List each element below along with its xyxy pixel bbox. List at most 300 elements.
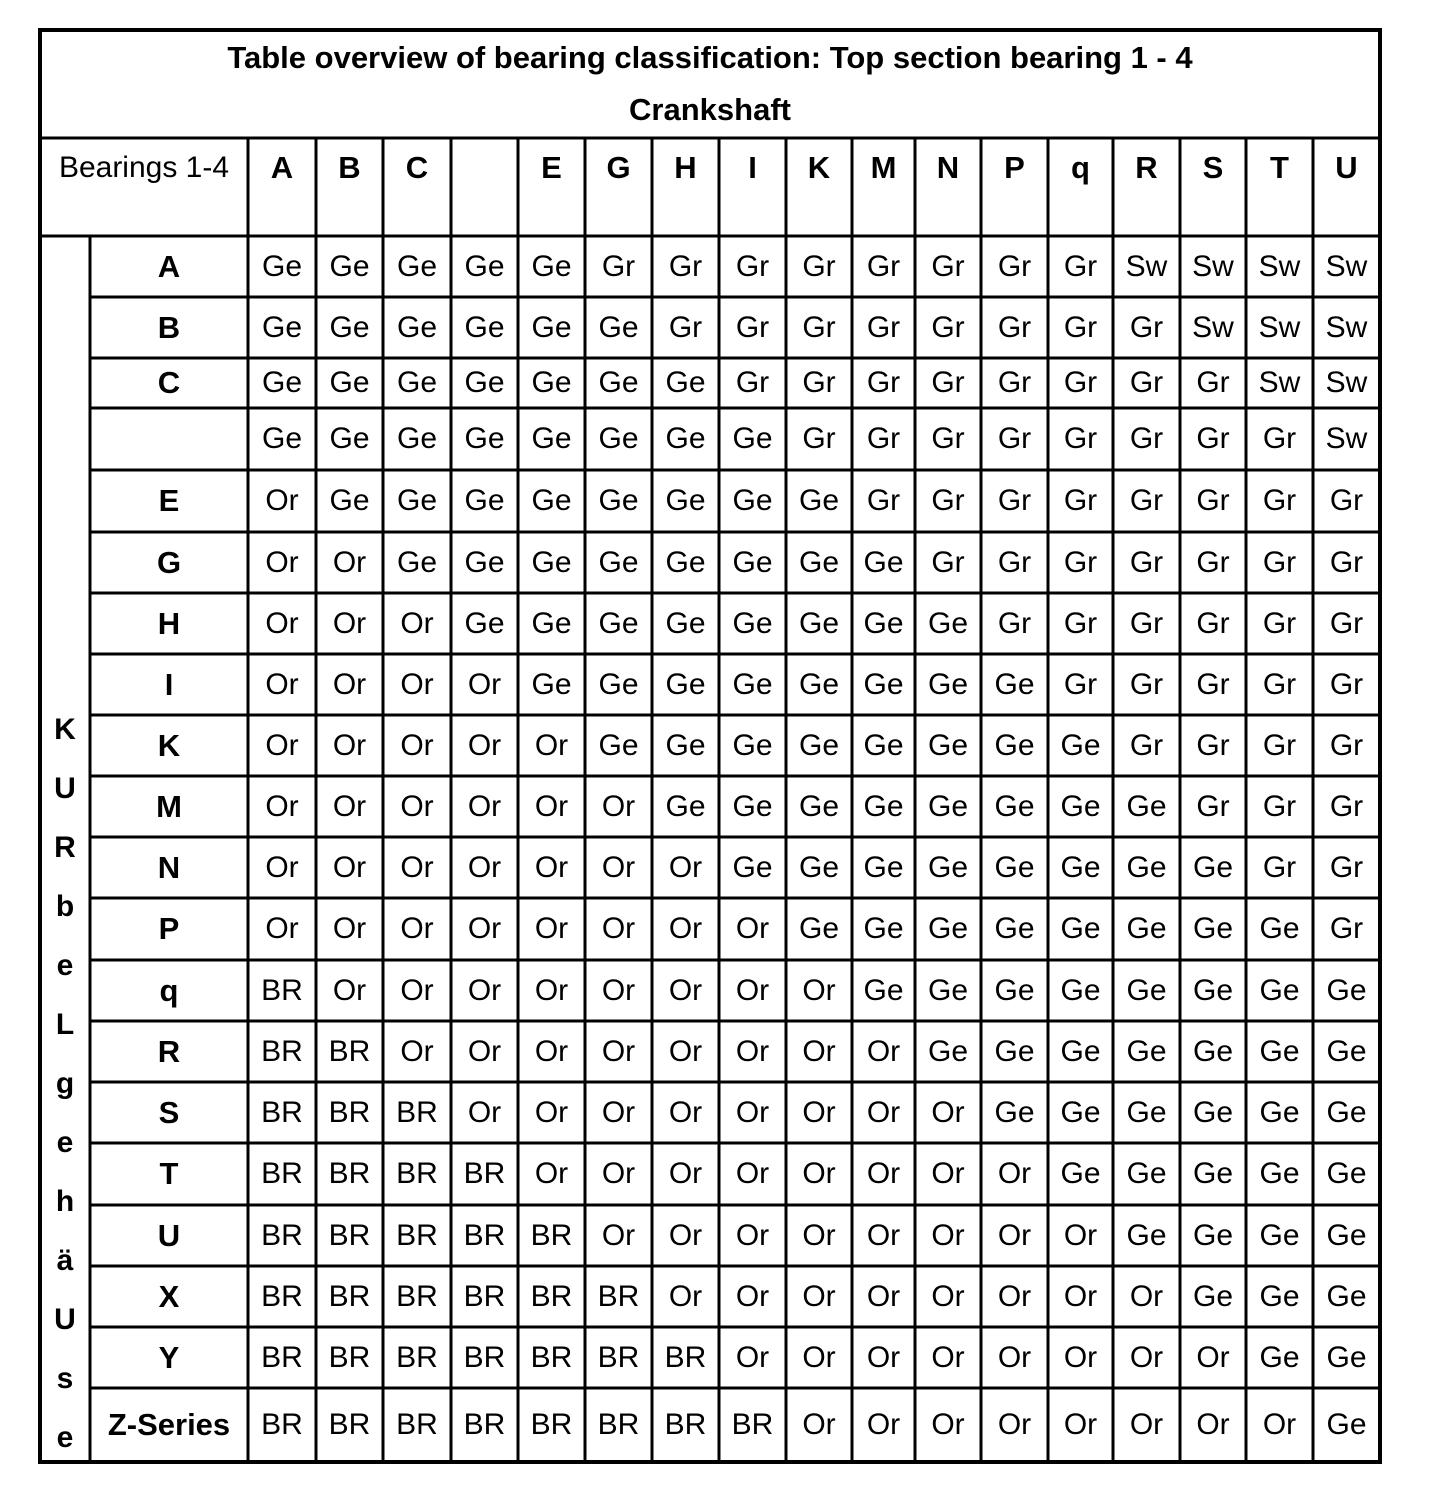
table-cell: Gr bbox=[866, 310, 901, 344]
table-cell: Ge bbox=[464, 310, 505, 344]
table-cell: Ge bbox=[927, 973, 969, 1007]
table-cell: Or bbox=[534, 1034, 569, 1068]
vertical-label-letter: U bbox=[54, 772, 76, 805]
table-cell: Ge bbox=[1326, 1034, 1367, 1068]
table-cell: Gr bbox=[997, 310, 1032, 344]
table-cell: Gr bbox=[1129, 728, 1164, 762]
table-cell: BR bbox=[328, 1340, 371, 1374]
table-cell: Or bbox=[400, 850, 434, 884]
table-cell: Or bbox=[601, 973, 636, 1007]
table-cell: Ge bbox=[1060, 1157, 1101, 1190]
table-cell: Ge bbox=[927, 1034, 969, 1068]
table-cell: Or bbox=[534, 1095, 569, 1129]
table-cell: Sw bbox=[1325, 366, 1368, 399]
table-cell: Gr bbox=[1063, 545, 1098, 579]
table-cell: Gr bbox=[1262, 606, 1297, 640]
table-cell: Ge bbox=[665, 606, 706, 640]
table-cell: Ge bbox=[531, 606, 572, 640]
table-cell: Ge bbox=[531, 667, 572, 701]
row-header: H bbox=[157, 605, 181, 641]
row-header: M bbox=[156, 788, 182, 824]
table-cell: Ge bbox=[798, 850, 840, 884]
table-cell: Gr bbox=[1329, 667, 1364, 701]
table-cell: Or bbox=[866, 1157, 901, 1190]
vertical-label-letter: R bbox=[54, 831, 76, 864]
table-cell: Ge bbox=[994, 1034, 1035, 1068]
table-cell: Ge bbox=[927, 850, 969, 884]
table-cell: Or bbox=[400, 728, 434, 762]
table-cell: Or bbox=[931, 1408, 965, 1441]
vertical-label-letter: e bbox=[56, 1421, 74, 1454]
table-cell: BR bbox=[261, 1279, 303, 1313]
column-header: E bbox=[541, 150, 562, 185]
table-cell: Gr bbox=[866, 484, 901, 517]
table-cell: Or bbox=[601, 1095, 636, 1129]
table-cell: Or bbox=[735, 1157, 770, 1190]
row-header: U bbox=[157, 1217, 181, 1253]
table-cell: Gr bbox=[1262, 728, 1297, 762]
table-cell: Gr bbox=[1063, 667, 1098, 701]
table-cell: Ge bbox=[329, 422, 370, 455]
table-cell: Gr bbox=[931, 484, 965, 517]
column-header: P bbox=[1004, 150, 1025, 185]
table-cell: Or bbox=[735, 1218, 770, 1252]
column-header: I bbox=[748, 150, 757, 185]
table-cell: Gr bbox=[1196, 422, 1230, 455]
table-cell: Ge bbox=[863, 850, 904, 884]
table-cell: Ge bbox=[1126, 973, 1167, 1007]
table-cell: Ge bbox=[1060, 850, 1101, 884]
table-cell: Sw bbox=[1192, 249, 1234, 283]
table-cell: BR bbox=[261, 1095, 303, 1129]
table-cell: Ge bbox=[665, 789, 706, 823]
table-cell: BR bbox=[664, 1408, 707, 1441]
table-cell: BR bbox=[328, 1095, 371, 1129]
table-cell: BR bbox=[328, 1157, 371, 1190]
table-cell: Ge bbox=[863, 667, 904, 701]
table-cell: Ge bbox=[1126, 850, 1167, 884]
table-cell: Or bbox=[668, 1034, 703, 1068]
table-cell: Ge bbox=[1259, 1034, 1300, 1068]
table-cell: Or bbox=[400, 973, 434, 1007]
table-cell: Ge bbox=[1126, 1034, 1167, 1068]
table-cell: Ge bbox=[994, 912, 1035, 945]
table-cell: Or bbox=[400, 606, 434, 640]
column-header: U bbox=[1335, 150, 1358, 185]
table-cell: Gr bbox=[1129, 545, 1164, 579]
row-header: Z-Series bbox=[107, 1407, 231, 1442]
table-cell: Or bbox=[866, 1218, 901, 1252]
table-cell: Ge bbox=[464, 545, 505, 579]
table-cell: Gr bbox=[1063, 310, 1098, 344]
table-cell: Or bbox=[534, 912, 569, 945]
table-cell: Sw bbox=[1325, 422, 1368, 455]
table-cell: Ge bbox=[598, 310, 639, 344]
table-cell: Or bbox=[534, 850, 569, 884]
table-cell: Ge bbox=[665, 728, 706, 762]
table-cell: Ge bbox=[464, 366, 505, 399]
row-header: C bbox=[157, 365, 181, 400]
table-cell: Gr bbox=[997, 366, 1032, 399]
table-cell: Ge bbox=[1192, 1157, 1234, 1190]
table-cell: BR bbox=[597, 1408, 640, 1441]
table-cell: BR bbox=[396, 1279, 438, 1313]
table-cell: Ge bbox=[464, 484, 505, 517]
table-cell: Ge bbox=[261, 366, 303, 399]
table-cell: Or bbox=[1196, 1408, 1230, 1441]
table-cell: Gr bbox=[866, 366, 901, 399]
table-cell: Ge bbox=[1326, 1408, 1367, 1441]
table-cell: BR bbox=[463, 1218, 506, 1252]
table-cell: BR bbox=[261, 1034, 303, 1068]
table-cell: Ge bbox=[1060, 1095, 1101, 1129]
table-cell: Or bbox=[467, 667, 502, 701]
table-cell: Or bbox=[866, 1034, 901, 1068]
table-cell: BR bbox=[597, 1279, 640, 1313]
table-cell: Or bbox=[467, 789, 502, 823]
table-cell: Or bbox=[802, 1408, 836, 1441]
table-cell: Or bbox=[1063, 1218, 1098, 1252]
table-cell: Ge bbox=[863, 912, 904, 945]
table-cell: BR bbox=[261, 973, 303, 1007]
table-cell: Ge bbox=[665, 422, 706, 455]
table-cell: Or bbox=[866, 1340, 901, 1374]
table-cell: BR bbox=[463, 1340, 506, 1374]
table-cell: Ge bbox=[732, 484, 773, 517]
table-cell: Ge bbox=[994, 1095, 1035, 1129]
table-cell: Gr bbox=[866, 422, 901, 455]
table-cell: BR bbox=[396, 1095, 438, 1129]
vertical-label-letter: ä bbox=[56, 1244, 74, 1277]
column-header: q bbox=[1071, 150, 1090, 185]
table-cell: Ge bbox=[396, 366, 438, 399]
table-cell: Ge bbox=[1126, 1157, 1167, 1190]
table-cell: Or bbox=[1129, 1408, 1164, 1441]
table-cell: BR bbox=[463, 1157, 506, 1190]
table-cell: Or bbox=[866, 1408, 901, 1441]
table-cell: Or bbox=[931, 1218, 965, 1252]
table-cell: Or bbox=[1129, 1279, 1164, 1313]
table-cell: Ge bbox=[1060, 973, 1101, 1007]
table-cell: Ge bbox=[665, 484, 706, 517]
table-cell: BR bbox=[328, 1218, 371, 1252]
table-cell: Or bbox=[265, 606, 299, 640]
table-cell: Gr bbox=[931, 366, 965, 399]
table-cell: Gr bbox=[1262, 422, 1297, 455]
table-cell: Ge bbox=[261, 422, 303, 455]
table-cell: Or bbox=[265, 545, 299, 579]
table-cell: Ge bbox=[464, 422, 505, 455]
table-cell: BR bbox=[731, 1408, 774, 1441]
row-header: T bbox=[159, 1156, 179, 1191]
table-cell: Gr bbox=[668, 249, 703, 283]
table-cell: Ge bbox=[598, 606, 639, 640]
table-cell: Gr bbox=[601, 249, 636, 283]
table-cell: Ge bbox=[598, 484, 639, 517]
table-cell: Sw bbox=[1125, 249, 1168, 283]
table-cell: Sw bbox=[1325, 310, 1368, 344]
table-cell: Or bbox=[332, 850, 367, 884]
table-cell: Or bbox=[802, 1157, 836, 1190]
table-cell: Ge bbox=[464, 249, 505, 283]
table-cell: Ge bbox=[732, 545, 773, 579]
column-header: B bbox=[338, 150, 361, 185]
table-cell: Or bbox=[467, 912, 502, 945]
table-cell: Or bbox=[931, 1157, 965, 1190]
column-header: T bbox=[1270, 150, 1289, 185]
table-cell: Or bbox=[735, 912, 770, 945]
table-cell: Ge bbox=[927, 728, 969, 762]
table-cell: Ge bbox=[1326, 973, 1367, 1007]
row-header bbox=[90, 408, 248, 470]
table-cell: Gr bbox=[1129, 310, 1164, 344]
table-cell: Gr bbox=[802, 249, 836, 283]
table-cell: Ge bbox=[798, 545, 840, 579]
table-cell: BR bbox=[261, 1218, 303, 1252]
table-cell: Or bbox=[265, 667, 299, 701]
table-cell: Gr bbox=[997, 606, 1032, 640]
table-cell: Ge bbox=[863, 545, 904, 579]
table-cell: Gr bbox=[1063, 606, 1098, 640]
table-cell: Ge bbox=[927, 667, 969, 701]
table-cell: Gr bbox=[1129, 606, 1164, 640]
table-cell: Ge bbox=[1060, 789, 1101, 823]
table-cell: Ge bbox=[1326, 1218, 1367, 1252]
table-cell: Gr bbox=[997, 484, 1032, 517]
table-cell: Or bbox=[931, 1279, 965, 1313]
table-cell: BR bbox=[396, 1340, 438, 1374]
vertical-label-letter: s bbox=[56, 1362, 74, 1395]
table-cell: Or bbox=[931, 1095, 965, 1129]
table-cell: Ge bbox=[396, 249, 438, 283]
table-cell: BR bbox=[261, 1340, 303, 1374]
vertical-label-letter: b bbox=[55, 890, 75, 923]
table-cell: Ge bbox=[1259, 1340, 1300, 1374]
table-cell: BR bbox=[463, 1279, 506, 1313]
table-cell: Or bbox=[265, 728, 299, 762]
row-header: P bbox=[158, 911, 180, 946]
table-cell: Ge bbox=[798, 789, 840, 823]
vertical-label-letter: K bbox=[54, 713, 76, 746]
table-cell: Ge bbox=[396, 422, 438, 455]
table-cell: Ge bbox=[732, 606, 773, 640]
table-cell: BR bbox=[664, 1340, 707, 1374]
row-header: G bbox=[156, 544, 182, 580]
table-cell: Gr bbox=[997, 545, 1032, 579]
table-cell: Or bbox=[668, 973, 703, 1007]
table-cell: BR bbox=[328, 1034, 371, 1068]
table-cell: Or bbox=[802, 1034, 836, 1068]
vertical-label-letter: h bbox=[55, 1185, 75, 1218]
table-cell: Or bbox=[997, 1218, 1032, 1252]
table-cell: Ge bbox=[798, 728, 840, 762]
table-cell: Ge bbox=[1259, 912, 1300, 945]
table-cell: Gr bbox=[1129, 422, 1164, 455]
column-header: H bbox=[674, 150, 697, 185]
table-cell: Or bbox=[601, 850, 636, 884]
table-cell: Gr bbox=[1063, 249, 1098, 283]
table-cell: Ge bbox=[927, 912, 969, 945]
table-cell: Ge bbox=[1192, 1218, 1234, 1252]
table-cell: Ge bbox=[531, 422, 572, 455]
table-cell: Ge bbox=[1126, 1218, 1167, 1252]
table-cell: Or bbox=[997, 1157, 1032, 1190]
table-cell: BR bbox=[396, 1157, 438, 1190]
table-cell: Or bbox=[802, 973, 836, 1007]
table-cell: Gr bbox=[1196, 667, 1230, 701]
table-cell: Ge bbox=[261, 249, 303, 283]
table-cell: Ge bbox=[1060, 1034, 1101, 1068]
table-cell: Or bbox=[467, 973, 502, 1007]
table-cell: Ge bbox=[1192, 1279, 1234, 1313]
table-cell: Gr bbox=[1063, 422, 1098, 455]
table-cell: Gr bbox=[735, 310, 770, 344]
table-cell: Ge bbox=[863, 606, 904, 640]
table-cell: Gr bbox=[1329, 912, 1364, 945]
column-header: K bbox=[807, 150, 831, 185]
table-cell: Or bbox=[265, 912, 299, 945]
column-header: S bbox=[1202, 150, 1224, 185]
table-cell: Gr bbox=[1196, 484, 1230, 517]
table-cell: Ge bbox=[665, 366, 706, 399]
table-subtitle: Crankshaft bbox=[629, 92, 791, 127]
table-cell: Gr bbox=[931, 545, 965, 579]
table-cell: BR bbox=[396, 1218, 438, 1252]
table-cell: Gr bbox=[1329, 728, 1364, 762]
table-cell: Ge bbox=[732, 667, 773, 701]
table-cell: Ge bbox=[329, 249, 370, 283]
table-cell: Gr bbox=[931, 310, 965, 344]
table-cell: Ge bbox=[598, 366, 639, 399]
corner-header: Bearings 1-4 bbox=[58, 151, 230, 184]
table-cell: Ge bbox=[531, 310, 572, 344]
table-cell: Ge bbox=[732, 728, 773, 762]
table-cell: Gr bbox=[1129, 366, 1164, 399]
table-cell: Ge bbox=[598, 667, 639, 701]
table-cell: Sw bbox=[1258, 366, 1301, 399]
table-cell: BR bbox=[328, 1408, 371, 1441]
table-cell: Or bbox=[735, 1034, 770, 1068]
table-cell: Ge bbox=[531, 545, 572, 579]
table-cell: Ge bbox=[927, 789, 969, 823]
row-header: Y bbox=[158, 1339, 180, 1375]
table-cell: Ge bbox=[531, 249, 572, 283]
table-cell: Or bbox=[997, 1340, 1032, 1374]
row-header: N bbox=[157, 849, 181, 885]
table-cell: Or bbox=[601, 789, 636, 823]
table-cell: Ge bbox=[329, 310, 370, 344]
row-header: E bbox=[158, 483, 180, 518]
table-cell: Or bbox=[467, 1095, 502, 1129]
table-cell: Or bbox=[735, 1095, 770, 1129]
table-cell: Or bbox=[668, 850, 703, 884]
table-cell: Gr bbox=[802, 310, 836, 344]
table-cell: Ge bbox=[1326, 1279, 1367, 1313]
vertical-label-letter: L bbox=[55, 1008, 75, 1041]
table-cell: Or bbox=[735, 1340, 770, 1374]
table-cell: Or bbox=[1262, 1408, 1297, 1441]
table-cell: Ge bbox=[1192, 1034, 1234, 1068]
table-cell: BR bbox=[530, 1279, 573, 1313]
table-cell: Gr bbox=[997, 422, 1032, 455]
column-header: M bbox=[870, 150, 897, 185]
table-cell: Or bbox=[534, 728, 569, 762]
table-cell: Ge bbox=[665, 545, 706, 579]
table-cell: Ge bbox=[1192, 850, 1234, 884]
row-header: R bbox=[157, 1033, 181, 1069]
table-cell: Or bbox=[1129, 1340, 1164, 1374]
table-cell: Or bbox=[668, 1157, 703, 1190]
table-cell: Gr bbox=[1196, 545, 1230, 579]
table-cell: Or bbox=[1063, 1408, 1098, 1441]
table-cell: Ge bbox=[1326, 1157, 1367, 1190]
table-cell: Gr bbox=[1329, 484, 1364, 517]
row-header: B bbox=[157, 309, 181, 345]
table-cell: Or bbox=[467, 1034, 502, 1068]
table-cell: Ge bbox=[1259, 1157, 1300, 1190]
vertical-label-letter: e bbox=[56, 1126, 74, 1159]
table-cell: Gr bbox=[1196, 606, 1230, 640]
table-cell: Gr bbox=[1262, 545, 1297, 579]
table-cell: Ge bbox=[732, 422, 773, 455]
table-cell: Or bbox=[265, 484, 299, 517]
table-cell: Ge bbox=[1326, 1340, 1367, 1374]
table-cell: Gr bbox=[1196, 728, 1230, 762]
table-cell: Gr bbox=[997, 249, 1032, 283]
column-header: C bbox=[405, 150, 429, 185]
table-cell: Or bbox=[601, 1034, 636, 1068]
table-cell: Ge bbox=[531, 484, 572, 517]
table-cell: Ge bbox=[598, 422, 639, 455]
table-cell: Or bbox=[400, 667, 434, 701]
table-cell: Ge bbox=[1259, 1218, 1300, 1252]
table-cell: Ge bbox=[1192, 912, 1234, 945]
vertical-label-letter: U bbox=[54, 1303, 76, 1336]
table-cell: Or bbox=[668, 1095, 703, 1129]
table-cell: Or bbox=[668, 1218, 703, 1252]
table-cell: Sw bbox=[1258, 249, 1301, 283]
table-cell: Ge bbox=[994, 973, 1035, 1007]
table-title-block bbox=[40, 32, 1380, 136]
table-cell: Ge bbox=[863, 973, 904, 1007]
table-cell: Or bbox=[265, 850, 299, 884]
table-cell: Or bbox=[735, 1279, 770, 1313]
table-cell: Ge bbox=[1060, 728, 1101, 762]
column-header: N bbox=[936, 150, 960, 185]
table-cell: Or bbox=[931, 1340, 965, 1374]
table-cell: Gr bbox=[1262, 789, 1297, 823]
table-cell: Gr bbox=[1329, 850, 1364, 884]
table-cell: Gr bbox=[1063, 366, 1098, 399]
table-cell: BR bbox=[463, 1408, 506, 1441]
table-cell: Or bbox=[997, 1408, 1032, 1441]
column-header: G bbox=[606, 150, 631, 185]
row-header: K bbox=[157, 727, 181, 763]
table-cell: Or bbox=[1196, 1340, 1230, 1374]
table-cell: Ge bbox=[261, 310, 303, 344]
table-cell: Gr bbox=[1129, 484, 1164, 517]
table-cell: Or bbox=[534, 1157, 569, 1190]
table-cell: Or bbox=[601, 912, 636, 945]
table-cell: Gr bbox=[735, 366, 770, 399]
table-cell: Or bbox=[1063, 1340, 1098, 1374]
table-cell: Or bbox=[332, 545, 367, 579]
table-cell: Or bbox=[866, 1095, 901, 1129]
table-cell: Ge bbox=[329, 366, 370, 399]
table-cell: Ge bbox=[732, 789, 773, 823]
table-cell: Ge bbox=[798, 484, 840, 517]
table-cell: Or bbox=[534, 973, 569, 1007]
